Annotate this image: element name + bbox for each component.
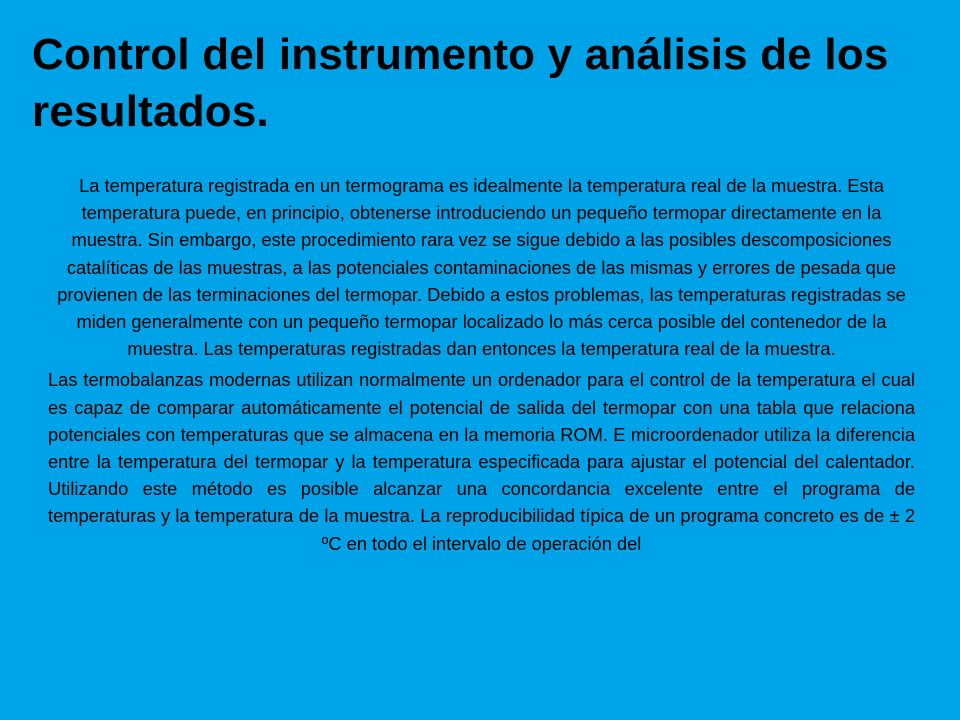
slide-body bbox=[40, 172, 915, 561]
body-paragraph-temperature-control: Las termobalanzas modernas utilizan normalmente un ordenador para el control de la temperatura el cual es capaz de comparar automáticamente el potencial de salida del termopar con una tabla que relaciona potenciales con temperaturas que se almacena en la memoria ROM. E microordenador utiliza la diferencia entre la temperatura del termopar y la temperatura especificada para ajustar el potencial del calentador. Utilizando este método es posible alcanzar una concordancia excelente entre el programa de temperaturas y la temperatura de la muestra. La reproducibilidad típica de un programa concreto es de ± 2 ºC en todo el intervalo de operación del bbox=[48, 369, 915, 554]
slide-title: Control del instrumento y análisis de los resultados. bbox=[32, 30, 889, 136]
body-paragraph-temperature-measurement: La temperatura registrada en un termograma es idealmente la temperatura real de la muestra. Esta temperatura puede, en principio, obtenerse introduciendo un pequeño termopar directamente en la muestra. Sin embargo, este procedimiento rara vez se sigue debido a las posibles descomposiciones catalíticas de las muestras, a las potenciales contaminaciones de las mismas y errores de pesada que provienen de las terminaciones del termopar. Debido a estos problemas, las temperaturas registradas se miden generalmente con un pequeño termopar localizado lo más cerca posible del contenedor de la muestra. Las temperaturas registradas dan entonces la temperatura real de la muestra. bbox=[57, 175, 906, 360]
